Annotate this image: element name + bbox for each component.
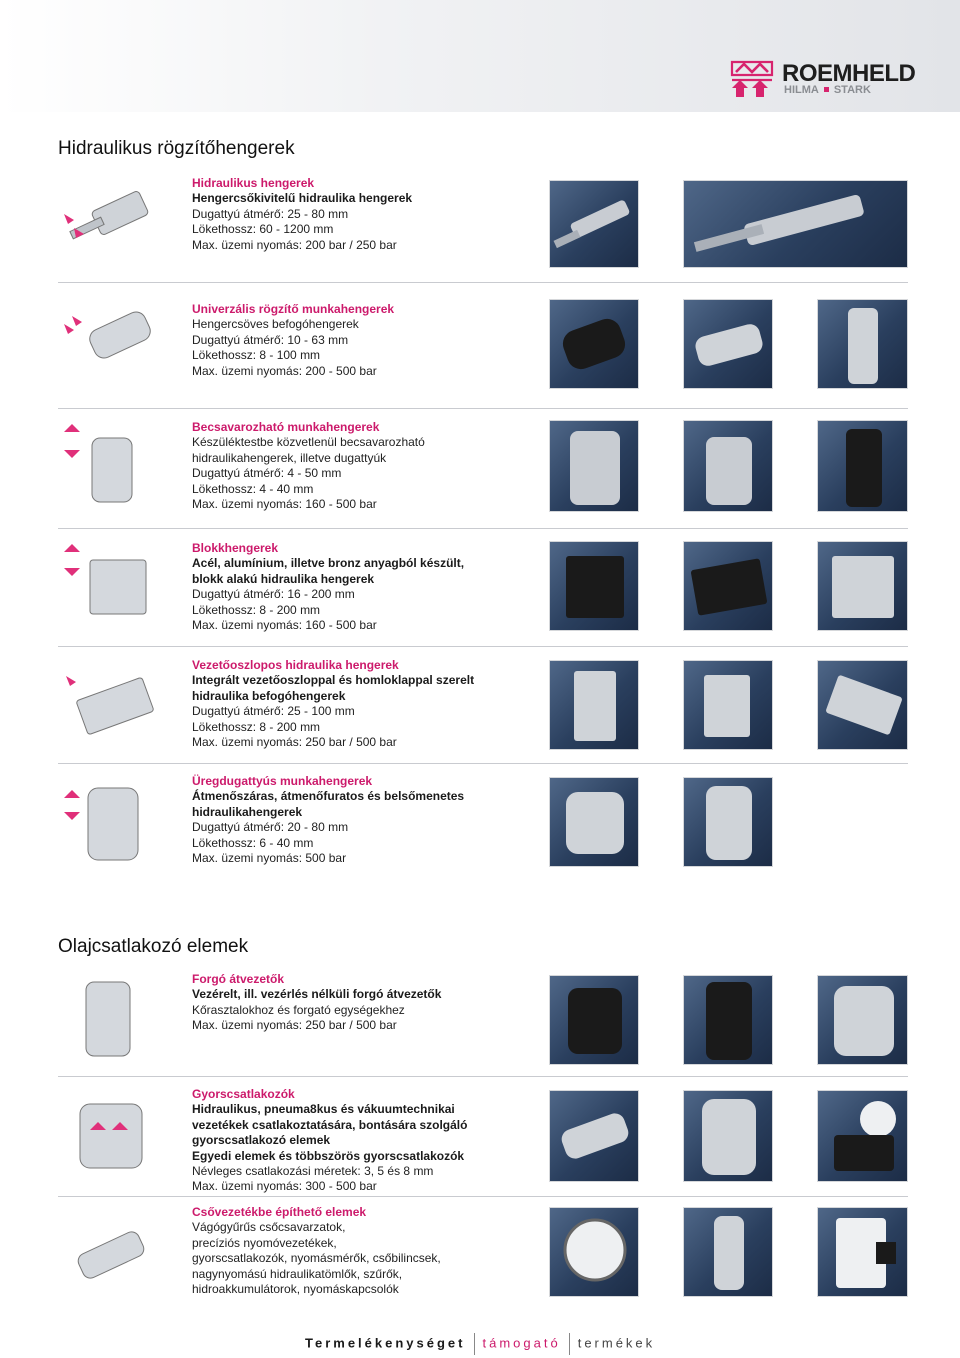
product-description: Vágógyűrűs csőcsavarzatok, <box>192 1220 346 1235</box>
product-description: Integrált vezetőoszloppal és homloklappal szerelt <box>192 673 475 688</box>
product-photo <box>683 420 773 512</box>
product-photo <box>683 180 908 268</box>
product-description: Kőrasztalokhoz és forgató egységekhez <box>192 1002 405 1017</box>
product-photo <box>683 975 773 1065</box>
product-heading: Üregdugattyús munkahengerek <box>192 774 373 788</box>
section-title-hydraulic-cylinders: Hidraulikus rögzítőhengerek <box>58 138 295 159</box>
product-spec: Lökethossz: 60 - 1200 mm <box>192 222 334 237</box>
product-photo <box>549 1207 639 1297</box>
product-description: Átmenőszáras, átmenőfuratos és belsőmenetes <box>192 789 465 804</box>
product-description: blokk alakú hidraulika hengerek <box>192 571 375 586</box>
divider <box>58 646 908 647</box>
product-photo <box>683 1090 773 1182</box>
product-photo <box>817 1207 908 1297</box>
product-spec: Max. üzemi nyomás: 300 - 500 bar <box>192 1179 377 1194</box>
divider <box>58 763 908 764</box>
product-entry-hydraulic-cylinders <box>192 176 532 253</box>
divider <box>58 1076 908 1077</box>
product-heading: Vezetőoszlopos hidraulika hengerek <box>192 658 399 672</box>
product-description: hidroakkumulátorok, nyomáskapcsolók <box>192 1282 399 1297</box>
roemheld-logo-mark-icon <box>730 60 774 98</box>
footer-divider <box>569 1333 570 1355</box>
brand-name: ROEMHELD <box>782 60 916 87</box>
product-photo <box>683 660 773 750</box>
product-photo <box>817 1090 908 1182</box>
divider <box>58 528 908 529</box>
footer-part-2: támogató <box>482 1335 561 1351</box>
product-photo <box>817 541 908 631</box>
product-heading: Gyorscsatlakozók <box>192 1087 295 1101</box>
product-description: nagynyomású hidraulikatömlők, szűrők, <box>192 1266 403 1281</box>
universal-cylinder-drawing-icon <box>60 298 160 390</box>
block-cylinder-drawing-icon <box>60 540 160 632</box>
product-photo <box>549 541 639 631</box>
product-spec: Névleges csatlakozási méretek: 3, 5 és 8 mm <box>192 1164 434 1179</box>
footer-part-3: termékek <box>577 1335 656 1351</box>
product-spec: Lökethossz: 6 - 40 mm <box>192 835 314 850</box>
pipe-fitting-drawing-icon <box>60 1212 160 1304</box>
product-spec: Max. üzemi nyomás: 250 bar / 500 bar <box>192 735 397 750</box>
product-description: Acél, alumínium, illetve bronz anyagból készült, <box>192 556 465 571</box>
product-entry-guided-cylinders <box>192 658 532 750</box>
divider <box>58 282 908 283</box>
product-description: Vezérelt, ill. vezérlés nélküli forgó átvezetők <box>192 987 442 1002</box>
product-heading: Hidraulikus hengerek <box>192 176 315 190</box>
product-spec: Max. üzemi nyomás: 160 - 500 bar <box>192 497 377 512</box>
product-photo <box>549 660 639 750</box>
product-entry-block-cylinders <box>192 541 532 633</box>
divider <box>58 1196 908 1197</box>
product-photo <box>683 777 773 867</box>
product-spec: Lökethossz: 4 - 40 mm <box>192 481 314 496</box>
product-heading: Csővezetékbe építhető elemek <box>192 1205 367 1219</box>
product-entry-quick-couplings <box>192 1087 532 1195</box>
product-description: Hidraulikus, pneuma8kus és vákuumtechnikai <box>192 1102 455 1117</box>
product-heading: Becsavarozható munkahengerek <box>192 420 380 434</box>
footer-divider <box>474 1333 475 1355</box>
cylinder-drawing-icon <box>60 180 160 272</box>
product-photo <box>549 777 639 867</box>
product-entry-pipeline-elements <box>192 1205 532 1297</box>
brand-sub-right: STARK <box>833 84 871 96</box>
product-entry-hollow-piston-cylinders <box>192 774 532 866</box>
product-photo <box>683 541 773 631</box>
product-spec: Max. üzemi nyomás: 200 - 500 bar <box>192 363 377 378</box>
footer-slogan <box>305 1333 655 1357</box>
product-photo <box>683 299 773 389</box>
product-spec: Dugattyú átmérő: 20 - 80 mm <box>192 820 349 835</box>
product-photo <box>817 420 908 512</box>
product-description: Hengercsőkivitelű hidraulika hengerek <box>192 191 413 206</box>
product-photo <box>549 975 639 1065</box>
product-photo <box>683 1207 773 1297</box>
product-description: hidraulikahengerek, illetve dugattyúk <box>192 450 387 465</box>
product-spec: Max. üzemi nyomás: 500 bar <box>192 851 347 866</box>
product-description: vezetékek csatlakoztatására, bontására szolgáló <box>192 1117 468 1132</box>
product-entry-rotary-couplings <box>192 972 532 1034</box>
product-description: hidraulikahengerek <box>192 804 303 819</box>
product-description: Készüléktestbe közvetlenül becsavarozható <box>192 435 425 450</box>
product-spec: Lökethossz: 8 - 100 mm <box>192 348 321 363</box>
product-description: gyorscsatlakozók, nyomásmérők, csőbilincsek, <box>192 1251 441 1266</box>
product-spec: Max. üzemi nyomás: 160 - 500 bar <box>192 618 377 633</box>
quick-coupling-drawing-icon <box>60 1088 160 1180</box>
section-title-oil-connectors: Olajcsatlakozó elemek <box>58 936 249 957</box>
product-entry-universal-cylinders <box>192 302 532 379</box>
guided-cylinder-drawing-icon <box>60 660 160 752</box>
product-photo <box>817 660 908 750</box>
product-photo <box>549 180 639 268</box>
product-photo <box>549 420 639 512</box>
brand-sub-left: HILMA <box>784 84 819 96</box>
product-photo <box>549 1090 639 1182</box>
brand-subtitle <box>784 84 871 96</box>
product-spec: Dugattyú átmérő: 10 - 63 mm <box>192 332 349 347</box>
product-spec: Lökethossz: 8 - 200 mm <box>192 719 321 734</box>
rotary-coupling-drawing-icon <box>60 970 160 1062</box>
hollow-piston-cylinder-drawing-icon <box>60 776 160 868</box>
product-description: gyorscsatlakozó elemek <box>192 1133 331 1148</box>
product-spec: Lökethossz: 8 - 200 mm <box>192 602 321 617</box>
footer-part-1: Termelékenységet <box>305 1335 466 1351</box>
product-heading: Blokkhengerek <box>192 541 279 555</box>
product-heading: Univerzális rögzítő munkahengerek <box>192 302 395 316</box>
product-photo <box>817 299 908 389</box>
product-spec: Max. üzemi nyomás: 250 bar / 500 bar <box>192 1018 397 1033</box>
product-spec: Dugattyú átmérő: 25 - 80 mm <box>192 206 349 221</box>
product-description: precíziós nyomóvezetékek, <box>192 1235 337 1250</box>
screw-in-cylinder-drawing-icon <box>60 420 160 512</box>
product-spec: Dugattyú átmérő: 4 - 50 mm <box>192 466 342 481</box>
product-heading: Forgó átvezetők <box>192 972 285 986</box>
product-description: hidraulika befogóhengerek <box>192 688 346 703</box>
product-description: Hengercsöves befogóhengerek <box>192 317 359 332</box>
product-spec: Dugattyú átmérő: 25 - 100 mm <box>192 704 355 719</box>
product-spec: Dugattyú átmérő: 16 - 200 mm <box>192 587 355 602</box>
product-entry-screw-in-cylinders <box>192 420 532 512</box>
product-spec: Max. üzemi nyomás: 200 bar / 250 bar <box>192 237 397 252</box>
product-photo <box>817 975 908 1065</box>
divider <box>58 408 908 409</box>
brand-separator-icon <box>824 87 829 92</box>
product-description: Egyedi elemek és többszörös gyorscsatlakozók <box>192 1148 465 1163</box>
product-photo <box>549 299 639 389</box>
